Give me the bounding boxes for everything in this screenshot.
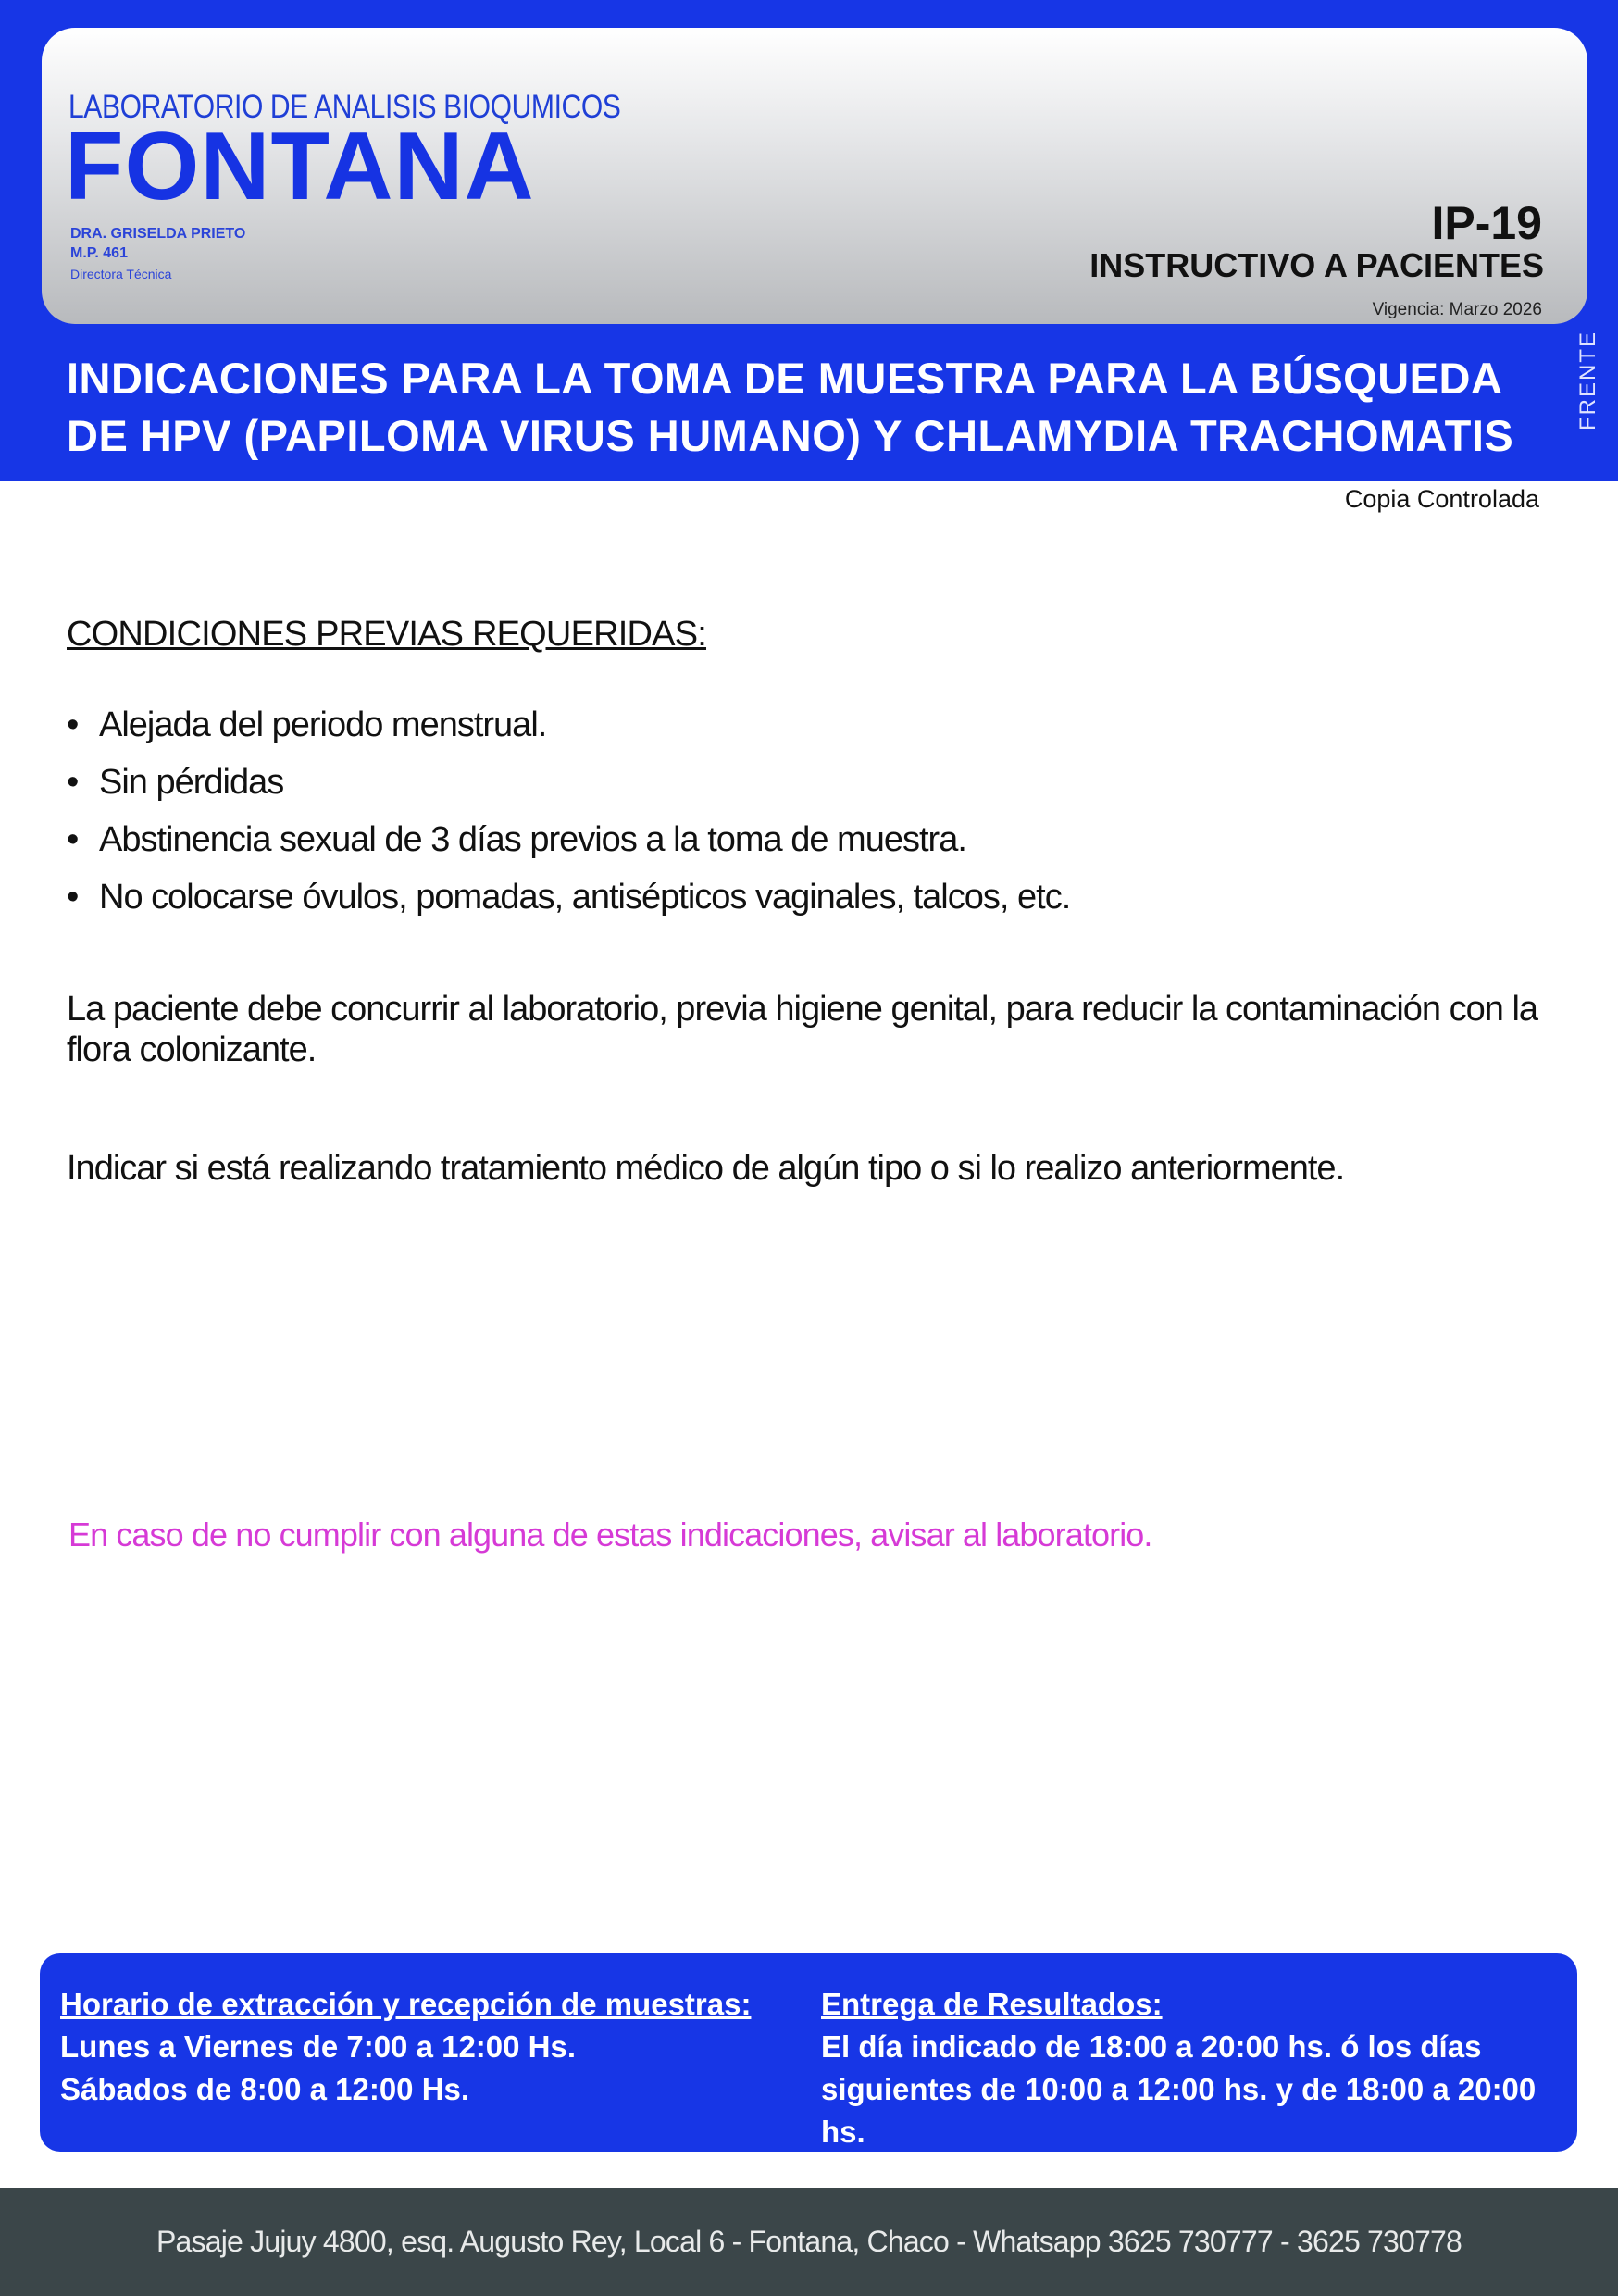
director-name: DRA. GRISELDA PRIETO xyxy=(70,226,246,242)
bullet-icon: • xyxy=(67,763,79,802)
schedule-box xyxy=(40,1953,1577,2152)
document-code: IP-19 xyxy=(1431,197,1542,249)
bullet-icon: • xyxy=(67,878,79,917)
extraction-heading: Horario de extracción y recepción de muestras: xyxy=(60,1987,752,2021)
hygiene-paragraph: La paciente debe concurrir al laboratorio, previa higiene genital, para reducir la contaminación con la flora colonizante. xyxy=(67,990,1538,1069)
results-heading: Entrega de Resultados: xyxy=(821,1987,1163,2021)
results-line-1: El día indicado de 18:00 a 20:00 hs. ó los días xyxy=(821,2029,1482,2064)
extraction-weekdays: Lunes a Viernes de 7:00 a 12:00 Hs. xyxy=(60,2029,577,2064)
list-item: • Abstinencia sexual de 3 días previos a la toma de muestra. xyxy=(67,811,1070,868)
director-title: Directora Técnica xyxy=(70,267,172,281)
lab-name: LABORATORIO DE ANALISIS BIOQUMICOS xyxy=(68,89,621,125)
director-license: M.P. 461 xyxy=(70,245,128,261)
list-item: • No colocarse óvulos, pomadas, antisépticos vaginales, talcos, etc. xyxy=(67,868,1070,926)
page-title xyxy=(67,350,1548,465)
title-line-1: INDICACIONES PARA LA TOMA DE MUESTRA PARA LA BÚSQUEDA xyxy=(67,354,1503,403)
bullet-icon: • xyxy=(67,820,79,859)
treatment-paragraph: Indicar si está realizando tratamiento médico de algún tipo o si lo realizo anteriormente. xyxy=(67,1149,1345,1188)
bullet-icon: • xyxy=(67,705,79,744)
results-line-2: siguientes de 10:00 a 12:00 hs. y de 18:00 a 20:00 hs. xyxy=(821,2072,1537,2149)
list-item: • Alejada del periodo menstrual. xyxy=(67,696,1070,754)
results-schedule xyxy=(821,1983,1577,2153)
warning-note: En caso de no cumplir con alguna de estas indicaciones, avisar al laboratorio. xyxy=(68,1516,1152,1554)
validity-date: Vigencia: Marzo 2026 xyxy=(1372,300,1542,319)
conditions-list xyxy=(67,696,1070,926)
controlled-copy-label: Copia Controlada xyxy=(1344,485,1539,513)
title-line-2: DE HPV (PAPILOMA VIRUS HUMANO) Y CHLAMYDIA TRACHOMATIS xyxy=(67,411,1514,460)
side-label: FRENTE xyxy=(1575,331,1600,430)
extraction-schedule xyxy=(60,1983,751,2111)
footer-address: Pasaje Jujuy 4800, esq. Augusto Rey, Local 6 - Fontana, Chaco - Whatsapp 3625 730777 - 3625 730778 xyxy=(0,2188,1618,2296)
conditions-heading: CONDICIONES PREVIAS REQUERIDAS: xyxy=(67,615,707,654)
extraction-saturdays: Sábados de 8:00 a 12:00 Hs. xyxy=(60,2072,470,2106)
brand-logo-text: FONTANA xyxy=(65,113,535,220)
document-type: INSTRUCTIVO A PACIENTES xyxy=(1089,246,1544,284)
list-item: • Sin pérdidas xyxy=(67,754,1070,811)
